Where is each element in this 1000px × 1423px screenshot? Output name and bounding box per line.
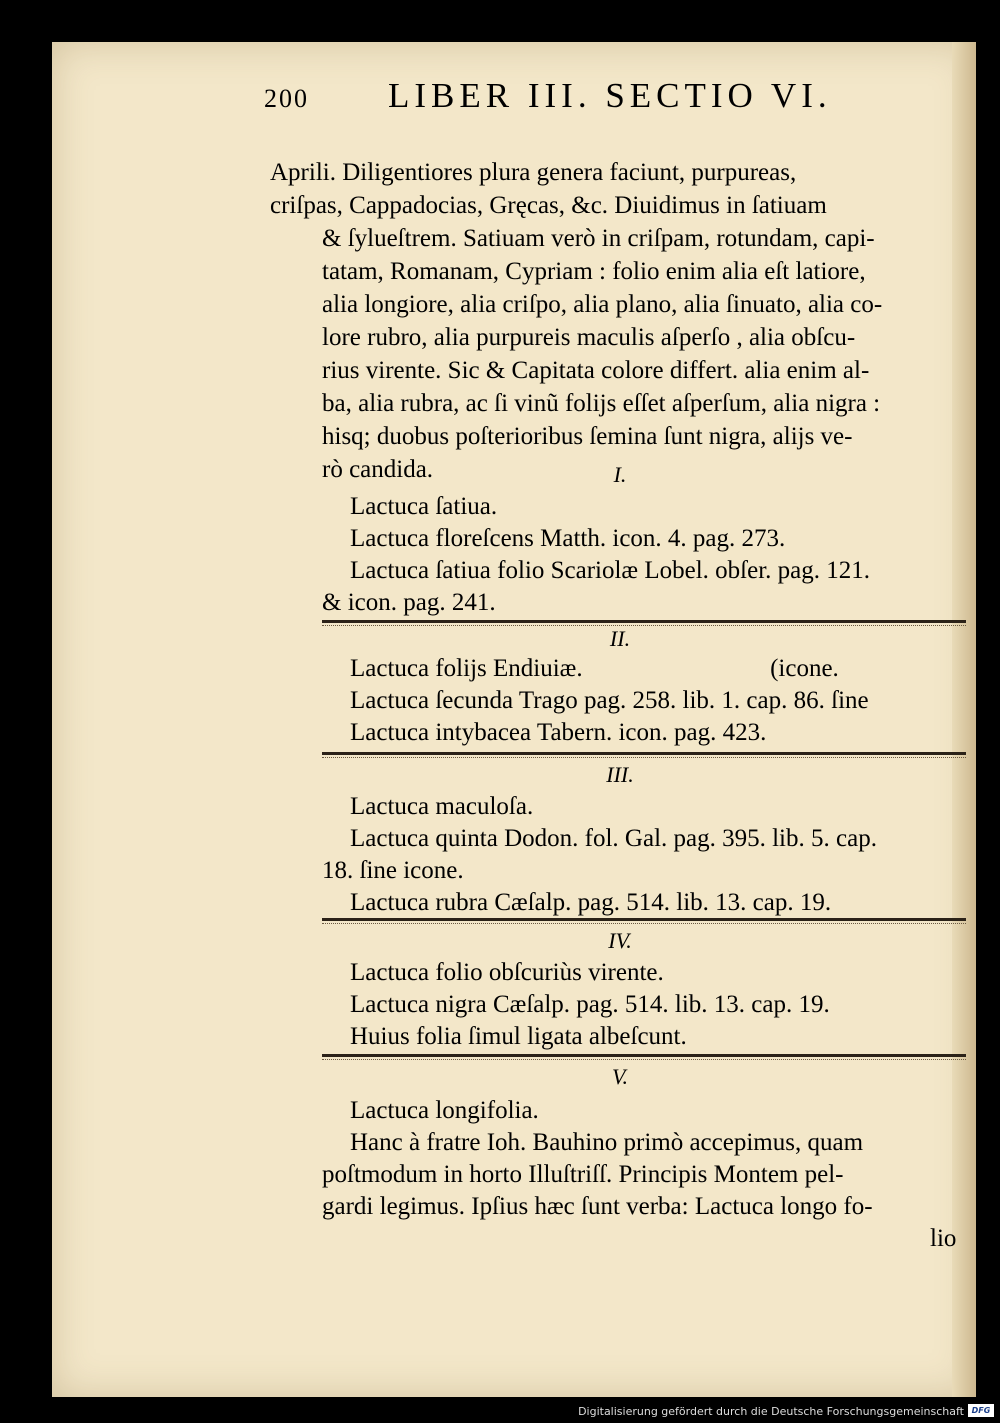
dfg-logo: DFG <box>968 1404 994 1417</box>
entry-line: 18. ſine icone. <box>322 857 464 884</box>
section-rule <box>322 620 966 623</box>
section-numeral: IV. <box>608 928 632 953</box>
entry-line: Lactuca floreſcens Matth. icon. 4. pag. 273. <box>350 525 786 552</box>
intro-line: ba, alia rubra, ac ſi vinũ folijs eſſet aſperſum, alia nigra : <box>322 390 881 417</box>
page-number: 200 <box>264 84 309 113</box>
section-rule <box>322 918 966 921</box>
entry-line: Hanc à fratre Ioh. Bauhino primò accepimus, quam <box>350 1129 864 1156</box>
intro-line: criſpas, Cappadocias, Gręcas, &c. Diuidimus in ſatiuam <box>270 192 827 219</box>
running-title: LIBER III. SECTIO VI. <box>388 76 832 115</box>
intro-line: & ſylueſtrem. Satiuam verò in criſpam, rotundam, capi- <box>322 225 875 252</box>
intro-line: lore rubro, alia purpureis maculis aſperſo , alia obſcu- <box>322 324 856 351</box>
catchword: lio <box>930 1225 957 1252</box>
intro-line: tatam, Romanam, Cypriam : folio enim alia eſt latiore, <box>322 258 866 285</box>
entry-line: & icon. pag. 241. <box>322 589 496 616</box>
entry-line: poſtmodum in horto Illuſtriſſ. Principis Montem pel- <box>322 1161 844 1188</box>
entry-line: Lactuca ſatiua. <box>350 493 498 520</box>
section-rule <box>322 1054 966 1057</box>
entry-line: gardi legimus. Ipſius hæc ſunt verba: Lactuca longo fo- <box>322 1193 873 1220</box>
entry-line: Lactuca rubra Cæſalp. pag. 514. lib. 13. cap. 19. <box>350 889 832 916</box>
digitization-credit: Digitalisierung gefördert durch die Deutsche Forschungsgemeinschaft <box>578 1405 964 1418</box>
entry-line: Huius folia ſimul ligata albeſcunt. <box>350 1023 687 1050</box>
entry-line: Lactuca ſatiua folio Scariolæ Lobel. obſer. pag. 121. <box>350 557 870 584</box>
entry-line: Lactuca folio obſcuriùs virente. <box>350 959 664 986</box>
section-numeral: V. <box>611 1064 629 1089</box>
section-numeral: II. <box>609 626 631 651</box>
entry-line: Lactuca nigra Cæſalp. pag. 514. lib. 13. cap. 19. <box>350 991 830 1018</box>
intro-line: rius virente. Sic & Capitata colore differt. alia enim al- <box>322 357 870 384</box>
section-rule <box>322 752 966 755</box>
entry-line: Lactuca quinta Dodon. fol. Gal. pag. 395. lib. 5. cap. <box>350 825 877 852</box>
entry-line: Lactuca intybacea Tabern. icon. pag. 423. <box>350 719 767 746</box>
entry-line: Lactuca ſecunda Trago pag. 258. lib. 1. cap. 86. ſine <box>350 687 869 714</box>
intro-line: Aprili. Diligentiores plura genera faciunt, purpureas, <box>270 159 797 186</box>
intro-line: hisq; duobus poſterioribus ſemina ſunt nigra, alijs ve- <box>322 423 853 450</box>
entry-line: Lactuca folijs Endiuiæ. (icone. <box>350 655 839 682</box>
running-header <box>264 76 924 116</box>
section-numeral: I. <box>613 462 627 487</box>
intro-line: alia longiore, alia criſpo, alia plano, alia ſinuato, alia co- <box>322 291 883 318</box>
section-numeral: III. <box>606 762 634 787</box>
intro-line: rò candida. <box>322 456 434 483</box>
entry-line: Lactuca maculoſa. <box>350 793 534 820</box>
entry-line: Lactuca longifolia. <box>350 1097 539 1124</box>
